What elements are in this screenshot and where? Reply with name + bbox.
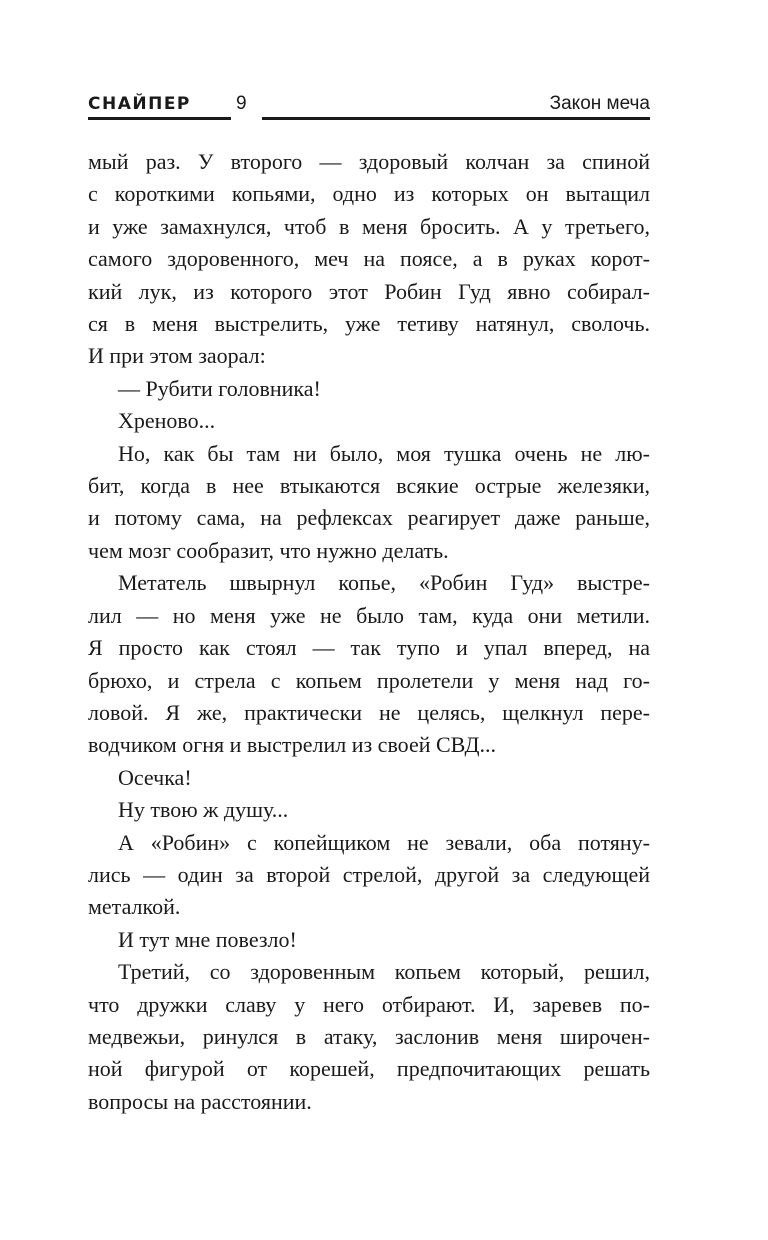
- text-line: бит, когда в нее втыкаются всякие острые железяки,: [88, 473, 650, 499]
- running-header: [88, 90, 650, 124]
- page-number: 9: [236, 93, 247, 114]
- text-line: лись — один за второй стрелой, другой за следующей: [88, 861, 650, 887]
- text-line: Хреново...: [118, 408, 216, 434]
- text-line: ной фигурой от корешей, предпочитающих решать: [88, 1056, 650, 1082]
- header-rule-right: [262, 117, 650, 120]
- text-line: вопросы на расстоянии.: [88, 1088, 312, 1114]
- text-line: металкой.: [88, 894, 181, 920]
- series-title: СНАЙПЕР: [88, 94, 191, 114]
- text-line: Ну твою ж душу...: [118, 797, 289, 823]
- text-line: И при этом заорал:: [88, 343, 266, 369]
- chapter-title: Закон меча: [549, 93, 650, 114]
- text-line: Метатель швырнул копье, «Робин Гуд» выстре-: [118, 570, 650, 596]
- header-rule-left: [88, 117, 231, 120]
- text-line: Но, как бы там ни было, моя тушка очень не лю-: [118, 440, 650, 466]
- paragraph: [88, 373, 650, 405]
- paragraph: [88, 794, 650, 826]
- text-line: Третий, со здоровенным копьем который, решил,: [118, 959, 650, 985]
- text-line: Я просто как стоял — так тупо и упал вперед, на: [88, 635, 650, 661]
- paragraph: [88, 956, 650, 1118]
- paragraph: [88, 146, 650, 373]
- text-line: ловой. Я же, практически не целясь, щелкнул пере-: [88, 699, 650, 725]
- text-line: медвежьи, ринулся в атаку, заслонив меня широчен-: [88, 1023, 650, 1049]
- paragraph: [88, 438, 650, 568]
- text-line: и потому сама, на рефлексах реагирует даже раньше,: [88, 505, 650, 531]
- text-line: чем мозг сообразит, что нужно делать.: [88, 537, 449, 563]
- paragraph: [88, 827, 650, 924]
- text-line: ся в меня выстрелить, уже тетиву натянул, сволочь.: [88, 311, 650, 337]
- text-line: что дружки славу у него отбирают. И, заревев по-: [88, 991, 650, 1017]
- body-text: [88, 146, 650, 1118]
- text-line: А «Робин» с копейщиком не зевали, оба потяну-: [118, 829, 650, 855]
- text-line: самого здоровенного, меч на поясе, а в руках корот-: [88, 246, 650, 272]
- text-line: И тут мне повезло!: [118, 926, 297, 952]
- text-line: водчиком огня и выстрелил из своей СВД...: [88, 732, 496, 758]
- text-line: брюхо, и стрела с копьем пролетели у меня над го-: [88, 667, 650, 693]
- text-line: и уже замахнулся, чтоб в меня бросить. А у третьего,: [88, 213, 650, 239]
- text-line: с короткими копьями, одно из которых он вытащил: [88, 181, 650, 207]
- text-line: — Рубити головника!: [118, 375, 321, 401]
- paragraph: [88, 762, 650, 794]
- text-line: мый раз. У второго — здоровый колчан за спиной: [88, 149, 650, 174]
- paragraph: [88, 567, 650, 761]
- paragraph: [88, 405, 650, 437]
- text-line: лил — но меня уже не было там, куда они метили.: [88, 602, 650, 628]
- paragraph: [88, 924, 650, 956]
- text-line: кий лук, из которого этот Робин Гуд явно собирал-: [88, 278, 650, 304]
- text-line: Осечка!: [118, 764, 192, 790]
